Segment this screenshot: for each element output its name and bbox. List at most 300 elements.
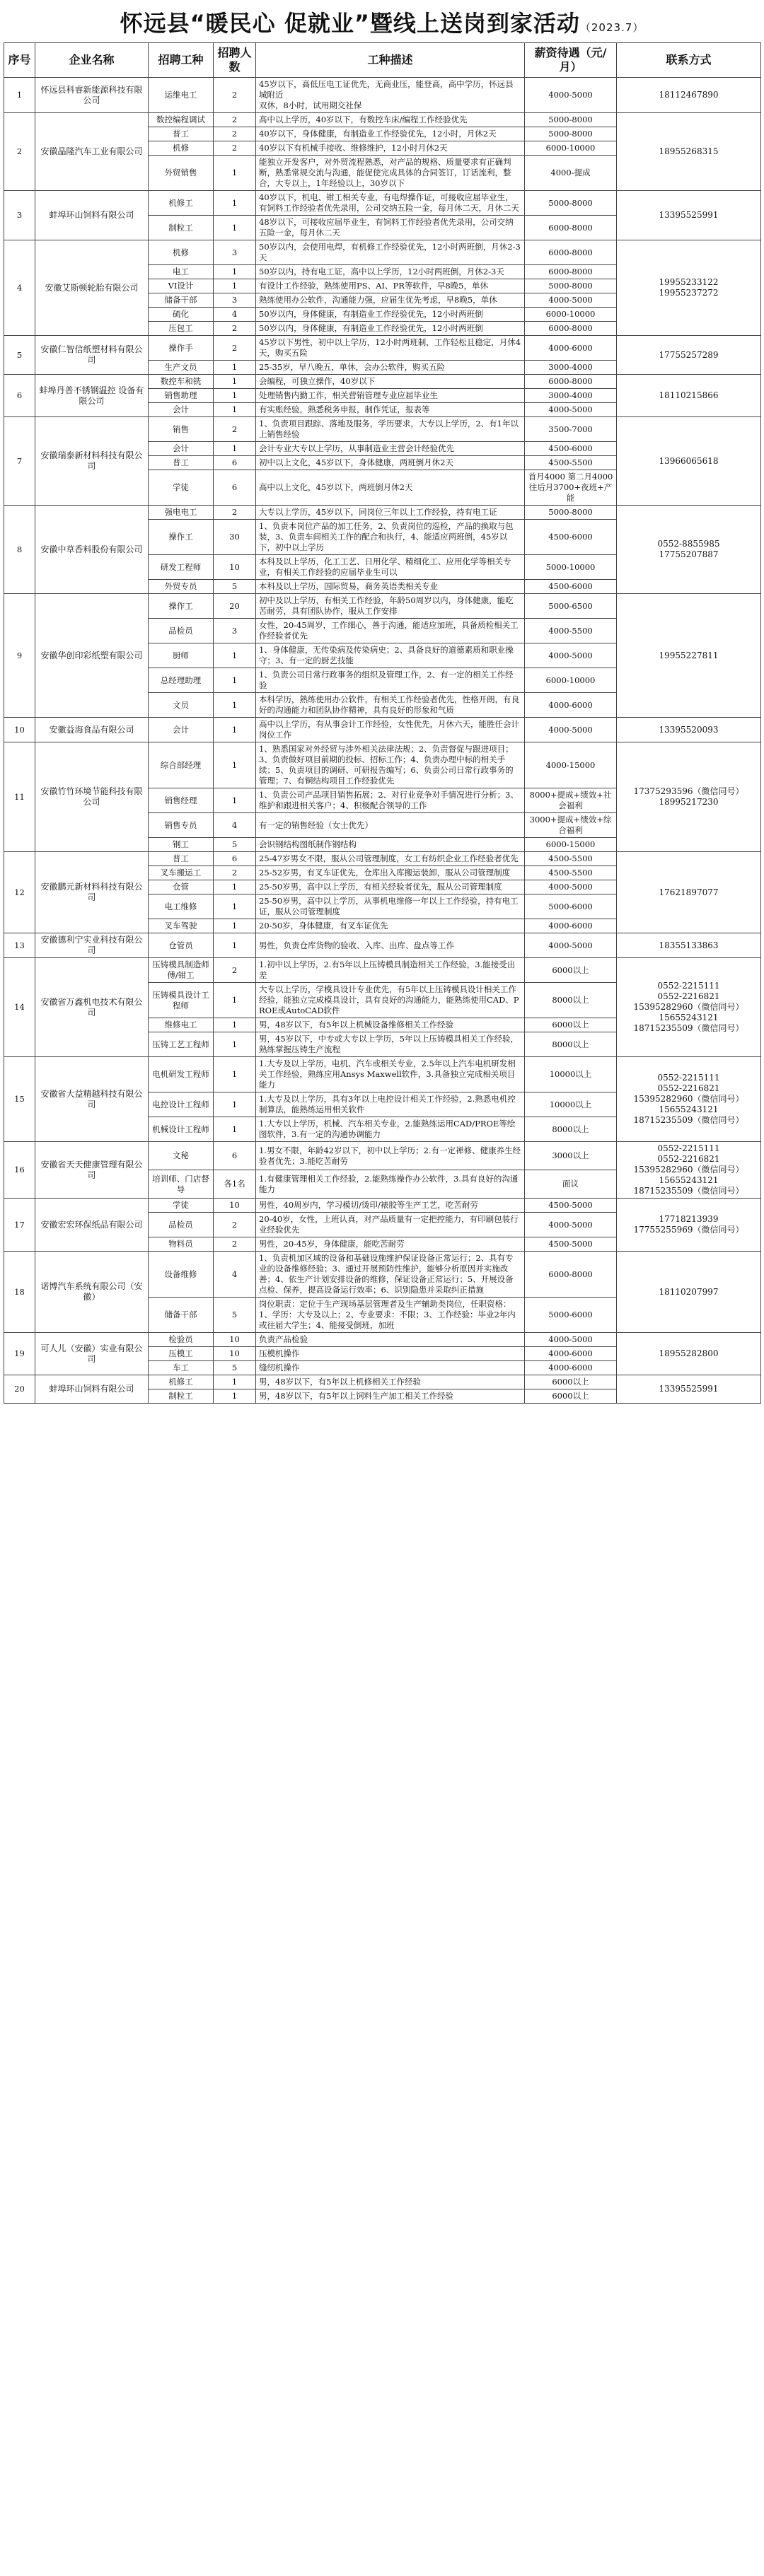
job-position: 普工 <box>149 456 214 470</box>
subtitle-text: （2023.7） <box>579 21 644 34</box>
company-name: 诺博汽车系统有限公司（安徽） <box>35 1252 149 1333</box>
job-description: 50岁以内，会使用电焊，有机修工作经验优先，12小时两班倒，月休2-3天 <box>256 240 525 265</box>
job-position: 生产文员 <box>149 361 214 375</box>
job-count: 1 <box>214 265 256 279</box>
job-salary: 5000-10000 <box>525 555 617 580</box>
company-name: 安徽晶隆汽车工业有限公司 <box>35 113 149 191</box>
job-count: 1 <box>214 1092 256 1117</box>
row-number: 13 <box>4 933 35 958</box>
job-salary: 5000-8000 <box>525 506 617 520</box>
company-contact: 18955268315 <box>617 113 761 191</box>
company-name: 安徽中草香料股份有限公司 <box>35 506 149 594</box>
job-description: 1、熟悉国家对外经贸与涉外相关法律法规；2、负责督促与跟进项目；3、负责做好项目前期的投标、招标工作；4、负责办理中标的相关手续；5、负责项目的调研、可研报告编写；6、负责公司日常行政事务的管理；7、有铜结构项目工作经验优先 <box>256 742 525 788</box>
job-description: 大专以上学历，45岁以下，同岗位三年以上工作经验，持有电工证 <box>256 506 525 520</box>
job-position: 压模工 <box>149 1347 214 1361</box>
job-salary: 6000-10000 <box>525 141 617 156</box>
table-row <box>4 506 761 520</box>
job-position: 制粒工 <box>149 216 214 240</box>
job-position: 品检员 <box>149 619 214 643</box>
job-salary: 10000以上 <box>525 1057 617 1092</box>
job-count: 6 <box>214 852 256 866</box>
row-number: 10 <box>4 718 35 742</box>
job-description: 1.初中以上学历，2.有5年以上压铸模具制造相关工作经验，3.能接受出差 <box>256 958 525 983</box>
company-contact: 17375293596（微信同号） 18995217230 <box>617 742 761 852</box>
job-count: 3 <box>214 240 256 265</box>
job-count: 1 <box>214 983 256 1018</box>
job-description: 高中以上学历，有从事会计工作经验，女性优先，月休六天，能胜任会计岗位工作 <box>256 718 525 742</box>
job-position: 机修工 <box>149 1375 214 1389</box>
job-salary: 3000+提成+绩效+综合福利 <box>525 813 617 838</box>
job-count: 1 <box>214 1375 256 1389</box>
header-position: 招聘工种 <box>149 43 214 78</box>
job-position: 储备干部 <box>149 293 214 308</box>
company-name: 安徽艾斯顿轮胎有限公司 <box>35 240 149 336</box>
job-salary: 6000-8000 <box>525 240 617 265</box>
header-contact: 联系方式 <box>617 43 761 78</box>
job-position: 外贸销售 <box>149 156 214 191</box>
job-description: 有设计工作经验，熟练使用PS、AI、PR等软件，早8晚5，单休 <box>256 279 525 293</box>
job-salary: 5000-8000 <box>525 279 617 293</box>
job-description: 25-52岁男，有叉车证优先，仓库出入库搬运装卸，服从公司管理制度 <box>256 866 525 880</box>
job-position: 会计 <box>149 403 214 417</box>
page-title <box>0 0 764 42</box>
job-count: 6 <box>214 456 256 470</box>
job-description: 本科及以上学历，化工工艺、日用化学、精细化工、应用化学等相关专业，有相关工作经验的应届毕业生可以 <box>256 555 525 580</box>
job-salary: 8000以上 <box>525 1032 617 1057</box>
job-description: 高中以上学历，40岁以下，有数控车床/编程工作经验优先 <box>256 113 525 127</box>
job-salary: 4000-6000 <box>525 1347 617 1361</box>
job-salary: 4000-5000 <box>525 1333 617 1347</box>
job-count: 各1名 <box>214 1170 256 1199</box>
job-position: 机械设计工程师 <box>149 1117 214 1142</box>
job-count: 1 <box>214 375 256 389</box>
job-count: 2 <box>214 78 256 113</box>
table-row <box>4 742 761 788</box>
table-row <box>4 113 761 127</box>
job-salary: 5000-8000 <box>525 113 617 127</box>
company-name: 怀远县科睿新能源科技有限公司 <box>35 78 149 113</box>
row-number: 11 <box>4 742 35 852</box>
job-description: 1、身体健康，无传染病及传染病史；2、具备良好的道德素质和职业操守；3、有一定的厨艺技能 <box>256 643 525 668</box>
job-description: 48岁以下，可接收应届毕业生，有饲料工作经验者优先录用，公司交纳五险一金，每月休二天 <box>256 216 525 240</box>
job-salary: 4000-5000 <box>525 78 617 113</box>
job-description: 会编程，可独立操作，40岁以下 <box>256 375 525 389</box>
job-salary: 4500-6000 <box>525 442 617 456</box>
job-description: 会识钢结构图纸制作钢结构 <box>256 838 525 852</box>
table-row <box>4 1375 761 1389</box>
row-number: 5 <box>4 336 35 375</box>
job-description: 负责产品检验 <box>256 1333 525 1347</box>
job-position: 总经理助理 <box>149 668 214 693</box>
company-contact: 0552-2215111 0552-2216821 15395282960（微信同号） 15655243121 18715235509（微信同号） <box>617 1057 761 1142</box>
job-count: 1 <box>214 880 256 894</box>
company-contact: 13395525991 <box>617 191 761 240</box>
row-number: 3 <box>4 191 35 240</box>
job-position: 销售 <box>149 417 214 442</box>
job-count: 4 <box>214 813 256 838</box>
job-description: 男性，20-45岁，身体健康，能吃苦耐劳 <box>256 1237 525 1252</box>
job-count: 1 <box>214 742 256 788</box>
job-position: 物料员 <box>149 1237 214 1252</box>
job-salary: 3000-4000 <box>525 389 617 403</box>
job-position: 制粒工 <box>149 1389 214 1404</box>
job-position: 压铸工艺工程师 <box>149 1032 214 1057</box>
company-name: 安徽瑞泰新材料科技有限公司 <box>35 417 149 506</box>
job-description: 有一定的销售经验（女士优先） <box>256 813 525 838</box>
job-count: 2 <box>214 866 256 880</box>
job-salary: 3000以上 <box>525 1142 617 1170</box>
job-position: 机修 <box>149 240 214 265</box>
header-company: 企业名称 <box>35 43 149 78</box>
job-salary: 3000-4000 <box>525 361 617 375</box>
table-row <box>4 852 761 866</box>
job-count: 1 <box>214 1057 256 1092</box>
job-count: 1 <box>214 933 256 958</box>
job-position: 电机研发工程师 <box>149 1057 214 1092</box>
job-salary: 6000-10000 <box>525 308 617 322</box>
company-name: 蚌埠丹普不锈钢温控 设备有限公司 <box>35 375 149 417</box>
job-count: 5 <box>214 1361 256 1375</box>
job-description: 1、负责公司日常行政事务的组织及管理工作，2、有一定的相关工作经验 <box>256 668 525 693</box>
job-description: 25-50岁男，高中以上学历，从事机电维修一年以上工作经验，持有电工证，服从公司管理制度 <box>256 894 525 919</box>
job-count: 1 <box>214 403 256 417</box>
header-desc: 工种描述 <box>256 43 525 78</box>
company-contact: 19955233122 19955237272 <box>617 240 761 336</box>
job-position: 操作手 <box>149 336 214 361</box>
job-position: 车工 <box>149 1361 214 1375</box>
row-number: 8 <box>4 506 35 594</box>
row-number: 16 <box>4 1142 35 1199</box>
job-position: 品检员 <box>149 1213 214 1237</box>
company-contact: 18955282800 <box>617 1333 761 1375</box>
job-salary: 4000-5000 <box>525 1213 617 1237</box>
company-name: 安徽华创印彩纸塑有限公司 <box>35 594 149 718</box>
company-name: 安徽仁智信纸塑材料有限公司 <box>35 336 149 375</box>
job-count: 1 <box>214 693 256 718</box>
table-row <box>4 1252 761 1298</box>
job-salary: 6000以上 <box>525 1389 617 1404</box>
job-position: 研发工程师 <box>149 555 214 580</box>
job-salary: 4000-6000 <box>525 919 617 933</box>
row-number: 19 <box>4 1333 35 1375</box>
job-position: 培训师、门店督导 <box>149 1170 214 1199</box>
job-count: 1 <box>214 216 256 240</box>
company-contact: 18355133863 <box>617 933 761 958</box>
company-name: 蚌埠环山饲料有限公司 <box>35 1375 149 1404</box>
company-contact: 17621897077 <box>617 852 761 933</box>
row-number: 2 <box>4 113 35 191</box>
job-description: 25-35岁，早八晚五，单休，会办公软件，购买五险 <box>256 361 525 375</box>
job-salary: 4000-6000 <box>525 693 617 718</box>
job-position: 硫化 <box>149 308 214 322</box>
job-position: 钢工 <box>149 838 214 852</box>
row-number: 12 <box>4 852 35 933</box>
job-salary: 4500-6000 <box>525 520 617 555</box>
job-description: 本科学历，熟练使用办公软件，有相关工作经验者优先，性格开朗，有良好的沟通能力和团队协作精神，具有良好的形象和气质 <box>256 693 525 718</box>
job-count: 1 <box>214 1117 256 1142</box>
job-position: 储备干部 <box>149 1298 214 1333</box>
job-salary: 4000-6000 <box>525 336 617 361</box>
job-description: 初中及以上学历，有相关工作经验，年龄50周岁以内，身体健康，能吃苦耐劳，具有团队协作，服从工作安排 <box>256 594 525 619</box>
job-count: 2 <box>214 1237 256 1252</box>
job-position: 仓管员 <box>149 933 214 958</box>
job-count: 1 <box>214 1018 256 1032</box>
job-salary: 6000-8000 <box>525 1252 617 1298</box>
row-number: 9 <box>4 594 35 718</box>
company-name: 安徽鹏元新材料科技有限公司 <box>35 852 149 933</box>
job-salary: 10000以上 <box>525 1092 617 1117</box>
job-salary: 8000以上 <box>525 983 617 1018</box>
job-position: 压包工 <box>149 322 214 336</box>
job-salary: 6000以上 <box>525 958 617 983</box>
company-contact: 17755257289 <box>617 336 761 375</box>
job-count: 1 <box>214 361 256 375</box>
job-description: 男性，40周岁内，学习模切/烫印/裱胶等生产工艺，吃苦耐劳 <box>256 1199 525 1213</box>
job-salary: 6000以上 <box>525 1018 617 1032</box>
table-row <box>4 594 761 619</box>
job-position: 电工维修 <box>149 894 214 919</box>
job-salary: 4000-6000 <box>525 1361 617 1375</box>
job-salary: 4500-5500 <box>525 456 617 470</box>
job-description: 有实账经验，熟悉税务申报，制作凭证，报表等 <box>256 403 525 417</box>
job-position: VI设计 <box>149 279 214 293</box>
company-contact: 19955227811 <box>617 594 761 718</box>
job-position: 文员 <box>149 693 214 718</box>
job-salary: 4000-5000 <box>525 293 617 308</box>
header-count: 招聘人数 <box>214 43 256 78</box>
company-contact: 17718213939 17755255969（微信同号） <box>617 1199 761 1252</box>
company-contact: 13966065618 <box>617 417 761 506</box>
company-name: 安徽竹竹环境节能科技有限公司 <box>35 742 149 852</box>
job-position: 销售助理 <box>149 389 214 403</box>
job-description: 女性，20-45周岁，工作细心，善于沟通，能适应加班，具备质检相关工作经验者优先 <box>256 619 525 643</box>
job-salary: 4000-提成 <box>525 156 617 191</box>
job-count: 5 <box>214 1298 256 1333</box>
job-position: 机修工 <box>149 191 214 216</box>
company-contact: 0552-8855985 17755207887 <box>617 506 761 594</box>
job-description: 25-50岁男，高中以上学历，有相关经验者优先，服从公司管理制度 <box>256 880 525 894</box>
job-count: 30 <box>214 520 256 555</box>
table-row <box>4 240 761 265</box>
job-position: 强电电工 <box>149 506 214 520</box>
job-description: 男，45岁以下，中专或大专以上学历，5年以上压铸模具相关工作经验，熟练掌握压铸生产流程 <box>256 1032 525 1057</box>
table-row <box>4 958 761 983</box>
job-salary: 4500-5000 <box>525 1199 617 1213</box>
job-position: 学徒 <box>149 470 214 506</box>
row-number: 4 <box>4 240 35 336</box>
header-salary: 薪资待遇（元/月） <box>525 43 617 78</box>
job-position: 数控车和铣 <box>149 375 214 389</box>
job-salary: 4000-5000 <box>525 643 617 668</box>
job-salary: 6000-15000 <box>525 838 617 852</box>
job-count: 1 <box>214 389 256 403</box>
job-salary: 6000-8000 <box>525 322 617 336</box>
job-description: 缝纫机操作 <box>256 1361 525 1375</box>
job-salary: 5000-6000 <box>525 1298 617 1333</box>
job-salary: 6000-8000 <box>525 375 617 389</box>
job-count: 1 <box>214 156 256 191</box>
job-description: 25-47岁男女不限，服从公司管理制度，女工有纺织企业工作经验者优先 <box>256 852 525 866</box>
job-count: 2 <box>214 506 256 520</box>
company-name: 可人儿（安徽）实业有限公司 <box>35 1333 149 1375</box>
table-header-row <box>4 43 761 78</box>
job-description: 1.大专以上学历，机械、汽车相关专业，2.能熟练运用CAD/PROE等绘图软件，3.有一定的沟通协调能力 <box>256 1117 525 1142</box>
job-position: 数控编程调试 <box>149 113 214 127</box>
job-count: 1 <box>214 894 256 919</box>
job-description: 50岁以内，身体健康，有制造业工作经验优先，12小时两班倒 <box>256 322 525 336</box>
job-salary: 4000-5000 <box>525 403 617 417</box>
job-position: 压铸模具制造师傅/钳工 <box>149 958 214 983</box>
job-count: 2 <box>214 417 256 442</box>
job-position: 仓管 <box>149 880 214 894</box>
job-count: 2 <box>214 958 256 983</box>
row-number: 14 <box>4 958 35 1057</box>
company-name: 安徽德利宁实业科技有限公司 <box>35 933 149 958</box>
job-salary: 6000-10000 <box>525 668 617 693</box>
job-position: 设备维修 <box>149 1252 214 1298</box>
job-count: 20 <box>214 594 256 619</box>
job-count: 10 <box>214 1199 256 1213</box>
job-salary: 5000-6500 <box>525 594 617 619</box>
job-description: 1.有健康管理相关工作经验，2.能熟练操作办公软件，3.具有良好的沟通能力 <box>256 1170 525 1199</box>
job-salary: 4000-5000 <box>525 718 617 742</box>
job-salary: 4000-5000 <box>525 933 617 958</box>
job-count: 3 <box>214 293 256 308</box>
job-description: 1、负责机加区域的设备和基础设施维护保证设备正常运行；2、具有专业的设备维修经验；3、通过开展预防性维护，能够分析原因并实施改善；4、依生产计划安排设备的维修，保证设备正常运行；5、开展设备点检、保养，提高设备运行效率；6、识别隐患并采取纠正措施 <box>256 1252 525 1298</box>
job-description: 男，48岁以下，有5年以上饲料生产加工相关工作经验 <box>256 1389 525 1404</box>
table-body <box>4 78 761 1404</box>
company-name: 安徽省天天健康管理有限公司 <box>35 1142 149 1199</box>
job-count: 1 <box>214 442 256 456</box>
row-number: 1 <box>4 78 35 113</box>
job-table <box>4 42 761 1404</box>
job-salary: 5000-6000 <box>525 894 617 919</box>
job-description: 大专以上学历，学模具设计专业优先，有5年以上压铸模具设计相关工作经验，能独立完成模具设计，具有良好的沟通能力，能熟练使用CAD、PROE或AutoCAD软件 <box>256 983 525 1018</box>
job-description: 50岁以内，身体健康，有制造业工作经验优先，12小时两班倒 <box>256 308 525 322</box>
table-row <box>4 336 761 361</box>
job-description: 1.大专及以上学历，电机、汽车或相关专业，2.5年以上汽车电机研发相关工作经验，熟练应用Ansys Maxwell软件，3.具备独立完成相关项目能力 <box>256 1057 525 1092</box>
job-position: 操作工 <box>149 520 214 555</box>
row-number: 20 <box>4 1375 35 1404</box>
job-position: 销售经理 <box>149 788 214 813</box>
job-salary: 首月4000 第二月4000往后月3700+夜班+产能 <box>525 470 617 506</box>
job-count: 1 <box>214 643 256 668</box>
job-description: 男，48岁以下，有5年以上机修相关工作经验 <box>256 1375 525 1389</box>
job-salary: 4500-5500 <box>525 852 617 866</box>
job-position: 机修 <box>149 141 214 156</box>
company-name: 蚌埠环山饲料有限公司 <box>35 191 149 240</box>
job-position: 维修电工 <box>149 1018 214 1032</box>
job-description: 处理销售内勤工作，相关营销管理专业应届毕业生 <box>256 389 525 403</box>
company-contact: 18110215866 <box>617 375 761 417</box>
job-position: 学徒 <box>149 1199 214 1213</box>
company-contact: 13395525991 <box>617 1375 761 1404</box>
job-salary: 4000-15000 <box>525 742 617 788</box>
job-salary: 4500-5000 <box>525 1237 617 1252</box>
job-count: 1 <box>214 668 256 693</box>
table-row <box>4 375 761 389</box>
job-position: 厨师 <box>149 643 214 668</box>
job-count: 1 <box>214 788 256 813</box>
job-count: 4 <box>214 308 256 322</box>
job-description: 45岁以下男性，初中以上学历，12小时两班制，工作轻松且稳定，月休4天，购买五险 <box>256 336 525 361</box>
job-description: 熟练使用办公软件，沟通能力强，应届生优先考虑，早8晚5，单休 <box>256 293 525 308</box>
job-count: 2 <box>214 127 256 141</box>
row-number: 15 <box>4 1057 35 1142</box>
job-salary: 8000以上 <box>525 1117 617 1142</box>
job-count: 6 <box>214 1142 256 1170</box>
job-position: 检验员 <box>149 1333 214 1347</box>
company-name: 安徽省大益精越科技有限公司 <box>35 1057 149 1142</box>
job-salary: 8000+提成+绩效+社会福利 <box>525 788 617 813</box>
job-count: 2 <box>214 322 256 336</box>
job-count: 2 <box>214 113 256 127</box>
job-count: 6 <box>214 470 256 506</box>
job-count: 1 <box>214 279 256 293</box>
job-position: 会计 <box>149 718 214 742</box>
job-position: 叉车搬运工 <box>149 866 214 880</box>
job-count: 1 <box>214 1389 256 1404</box>
job-description: 1、负责公司产品项目销售拓展；2、对行业竞争对手情况进行分析；3、维护和跟进相关客户；4、积极配合领导的工作 <box>256 788 525 813</box>
job-position: 压铸模具设计工程师 <box>149 983 214 1018</box>
table-row <box>4 1057 761 1092</box>
job-description: 40岁以下，身体健康，有制造业工作经验优先，12小时，月休2天 <box>256 127 525 141</box>
job-description: 初中以上文化，45岁以下，身体健康，两班倒月休2天 <box>256 456 525 470</box>
header-no: 序号 <box>4 43 35 78</box>
job-position: 普工 <box>149 127 214 141</box>
job-description: 50岁以内，持有电工证，高中以上学历，12小时两班倒，月休2-3天 <box>256 265 525 279</box>
job-salary: 5000-8000 <box>525 127 617 141</box>
job-position: 会计 <box>149 442 214 456</box>
job-salary: 4500-5500 <box>525 866 617 880</box>
job-position: 外贸专员 <box>149 580 214 594</box>
job-description: 男，48岁以下，有5年以上机械设备维修相关工作经验 <box>256 1018 525 1032</box>
job-description: 20-40岁，女性，上班认真，对产品质量有一定把控能力，有印刷包装行业经验优先 <box>256 1213 525 1237</box>
table-row <box>4 78 761 113</box>
job-salary: 6000以上 <box>525 1375 617 1389</box>
job-position: 电控设计工程师 <box>149 1092 214 1117</box>
job-count: 1 <box>214 718 256 742</box>
row-number: 17 <box>4 1199 35 1252</box>
job-description: 岗位职责：定位于生产现场基层管理者及生产辅助类岗位，任职资格：1、学历：大专及以上；2、专业要求：不限；3、工作经验：毕业2年内或往届大学生；4、能接受倒班，加班 <box>256 1298 525 1333</box>
job-count: 1 <box>214 919 256 933</box>
table-row <box>4 191 761 216</box>
job-count: 10 <box>214 1333 256 1347</box>
job-description: 会计专业大专以上学历，从事制造业主营会计经验优先 <box>256 442 525 456</box>
job-description: 本科及以上学历，国际贸易，商务英语类相关专业 <box>256 580 525 594</box>
job-count: 2 <box>214 141 256 156</box>
job-description: 40岁以下，机电、钳工相关专业，有电焊操作证，可接收应届毕业生，有饲料工作经验者优先录用，公司交纳五险一金，每月休二天，月休二天 <box>256 191 525 216</box>
job-description: 1、负责项目跟踪、落地及服务，学历要求，大专以上学历，2、有1年以上销售经验 <box>256 417 525 442</box>
job-count: 4 <box>214 1252 256 1298</box>
job-description: 能独立开发客户，对外贸流程熟悉，对产品的规格、质量要求有正确判断，熟悉常规交流与沟通，能促使完成具体的合同签订，订话流利，整合，大专以上，1年经验以上，30岁以下 <box>256 156 525 191</box>
company-contact: 0552-2215111 0552-2216821 15395282960（微信同号） 15655243121 18715235509（微信同号） <box>617 958 761 1057</box>
job-position: 销售专员 <box>149 813 214 838</box>
table-row <box>4 718 761 742</box>
job-count: 3 <box>214 619 256 643</box>
job-salary: 6000-8000 <box>525 216 617 240</box>
job-count: 1 <box>214 1032 256 1057</box>
company-name: 安徽益海食品有限公司 <box>35 718 149 742</box>
table-row <box>4 417 761 442</box>
job-position: 叉车驾驶 <box>149 919 214 933</box>
job-salary: 3500-7000 <box>525 417 617 442</box>
company-contact: 18110207997 <box>617 1252 761 1333</box>
job-count: 10 <box>214 1347 256 1361</box>
job-salary: 4000-5000 <box>525 880 617 894</box>
job-count: 2 <box>214 1213 256 1237</box>
job-count: 2 <box>214 336 256 361</box>
